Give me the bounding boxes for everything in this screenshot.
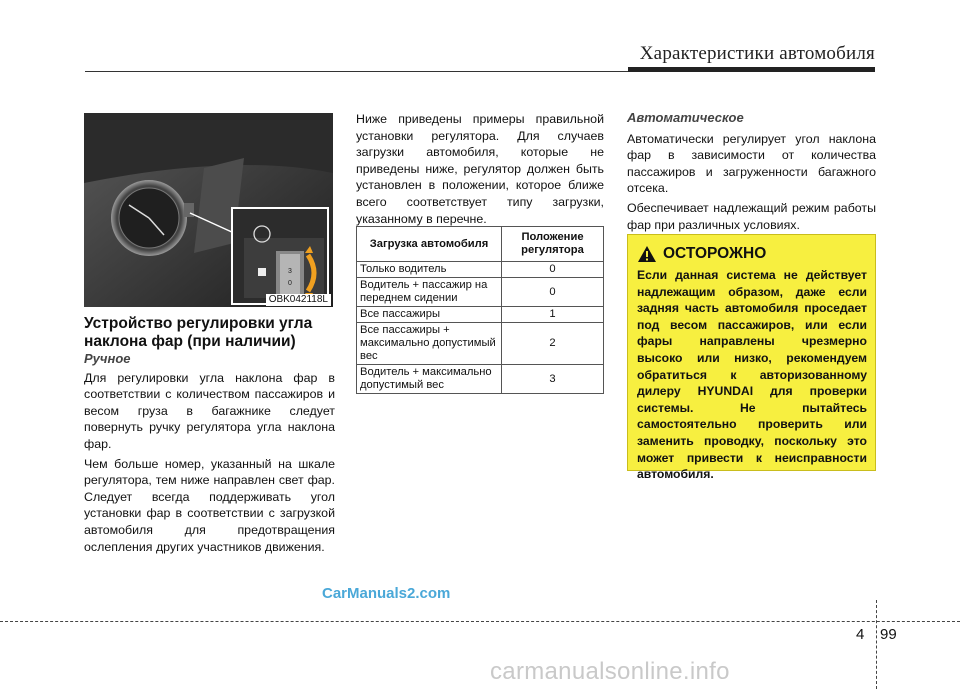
right-column [627, 110, 876, 233]
row-load: Только водитель [357, 262, 502, 278]
table-header-position: Положение регулятора [502, 227, 604, 262]
table-row [357, 323, 604, 365]
row-load: Водитель + пассажир на переднем сидении [357, 278, 502, 307]
manual-paragraph-2: Чем больше номер, указанный на шкале регулятора, тем ниже направлен свет фар. Следует всегда поддерживать угол установки фар в соответствии с загрузкой автомобиля для предотвращения ослепления других участников движения. [84, 456, 335, 554]
photo-code: OBK042118L [266, 294, 331, 306]
warning-icon [637, 245, 657, 263]
dashboard-illustration [84, 113, 333, 307]
manual-paragraph-1: Для регулировки угла наклона фар в соответствии с количеством пассажиров и весом груза в багажнике следует повернуть ручку регулятора угла наклона фар. [84, 370, 335, 451]
table-header-row [357, 227, 604, 262]
header-rule-accent [628, 67, 875, 72]
page-number: 99 [880, 626, 897, 643]
row-load: Все пассажиры [357, 307, 502, 323]
warning-title: ОСТОРОЖНО [663, 245, 767, 262]
table-intro: Ниже приведены примеры правильной установки регулятора. Для случаев загрузки автомобиля, которые не приведены ниже, регулятор должен быть установлен в положении, которое ближе всего соответствует типу загрузки, указанному в перечне. [356, 112, 604, 226]
section-title: Устройство регулировки угла наклона фар (при наличии) [84, 315, 313, 350]
watermark-link[interactable]: CarManuals2.com [322, 585, 451, 602]
table-header-load: Загрузка автомобиля [357, 227, 502, 262]
warning-box [627, 234, 876, 482]
footer-divider [0, 621, 960, 622]
warning-text: Если данная система не действует надлежащим образом, даже если задняя часть автомобиля проседает под весом пассажиров, или если фары направлены чрезмерно высоко или низко, рекомендуем обратиться к авторизованному дилеру HYUNDAI для проверки системы. Не пытайтесь самостоятельно проверить или заменить проводку, поскольку это может привести к неисправности автомобиля. [637, 268, 867, 482]
table-row [357, 307, 604, 323]
page-header-title: Характеристики автомобиля [639, 43, 875, 64]
row-position: 2 [502, 323, 604, 365]
row-position: 1 [502, 307, 604, 323]
svg-text:0: 0 [288, 280, 292, 287]
row-load: Водитель + максимально допустимый вес [357, 365, 502, 394]
auto-paragraph-2: Обеспечивает надлежащий режим работы фар при различных условиях. [627, 200, 876, 232]
warning-header [637, 245, 867, 263]
table-row [357, 365, 604, 394]
load-table [356, 226, 604, 394]
row-position: 0 [502, 262, 604, 278]
table-row [357, 262, 604, 278]
table-row [357, 278, 604, 307]
footer-vertical-divider [876, 600, 877, 689]
row-position: 0 [502, 278, 604, 307]
auto-paragraph-1: Автоматически регулирует угол наклона фар в зависимости от количества пассажиров и загруженности багажного отсека. [627, 131, 876, 196]
row-position: 3 [502, 365, 604, 394]
headlight-leveling-photo [84, 113, 333, 307]
left-column [84, 351, 335, 555]
row-load: Все пассажиры + максимально допустимый вес [357, 323, 502, 365]
chapter-number: 4 [856, 626, 865, 643]
manual-heading: Ручное [84, 351, 131, 366]
auto-heading: Автоматическое [627, 110, 744, 125]
middle-column [356, 111, 604, 227]
svg-text:3: 3 [288, 268, 292, 275]
footer-site-watermark: carmanualsonline.info [490, 658, 730, 685]
